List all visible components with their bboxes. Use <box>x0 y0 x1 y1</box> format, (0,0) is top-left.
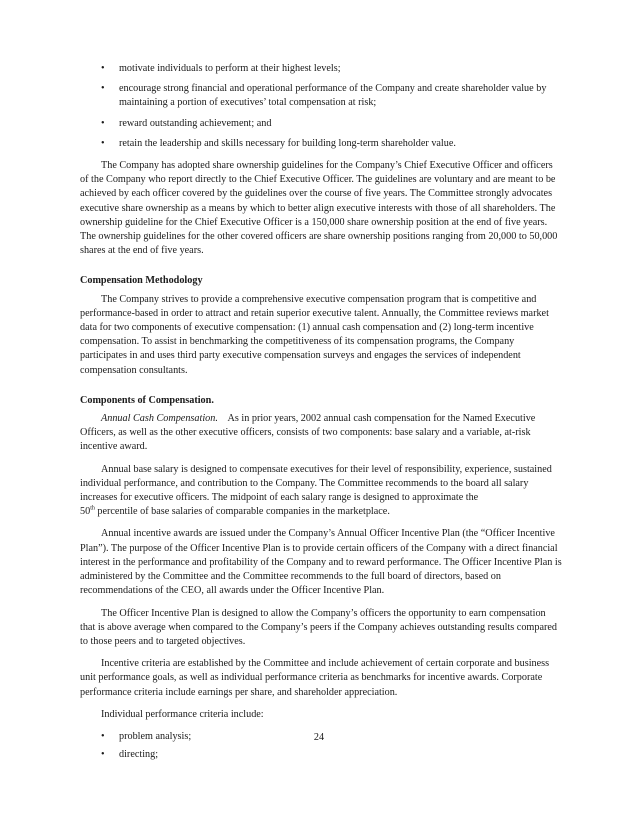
bullet-icon: • <box>101 83 105 95</box>
individual-intro: Individual performance criteria include: <box>101 708 264 720</box>
bullet-icon: • <box>101 117 105 129</box>
bullet-icon: • <box>101 730 105 742</box>
bullet-icon: • <box>101 749 105 761</box>
document-page <box>80 62 562 766</box>
plan-design-paragraph: The Officer Incentive Plan is designed to allow the Company’s officers the opportunity to earn compensation that is above average when compared to the Company’s peers if the Company achieves outstanding results compared to those peers and to targeted objectives. <box>80 607 557 647</box>
methodology-paragraph: The Company strives to provide a comprehensive executive compensation program that is competitive and performance-based in order to attract and retain superior executive talent. Annually, the Committee reviews market data for two components of executive compensation: (1) annual cash compensation and (2) long-term incentive compensation. To assist in benchmarking the competitiveness of its compensation programs, the Company participates in and uses third party executive compensation surveys and engages the services of independent compensation consultants. <box>80 293 549 376</box>
list-item: • reward outstanding achievement; and <box>80 117 562 131</box>
incentive-awards-paragraph: Annual incentive awards are issued under the Company’s Annual Officer Incentive Plan (the “Officer Incentive Plan”). The purpose of the Officer Incentive Plan is to provide certain officers of the Company with a direct financial interest in the performance and profitability of the Company and to reward performance. The Officer Incentive Plan is administered by the Committee and the Committee recommends to the full board of directors, based on recommendations of the CEO, all awards under the Officer Incentive Plan. <box>80 528 562 597</box>
list-item: • problem analysis; <box>80 730 562 744</box>
components-heading: Components of Compensation. <box>80 394 214 406</box>
list-item: • motivate individuals to perform at their highest levels; <box>80 62 562 76</box>
objectives-list <box>80 62 562 151</box>
list-item: • retain the leadership and skills necessary for building long-term shareholder value. <box>80 137 562 151</box>
list-item: • encourage strong financial and operational performance of the Company and create shareholder value by maintaining a portion of executives’ total compensation at risk; <box>101 83 547 109</box>
base-salary-paragraph: Annual base salary is designed to compensate executives for their level of responsibility, experience, sustained individual performance, and contribution to the Company. The Committee recommends to the board all salary increases for executive officers. The midpoint of each salary range is designed to approximate the 50th percentile of base salaries of comparable companies in the marketplace. <box>80 463 552 518</box>
list-item: • directing; <box>80 748 562 762</box>
bullet-icon: • <box>101 63 105 74</box>
bullet-icon: • <box>101 137 105 149</box>
annual-cash-label: Annual Cash Compensation. <box>101 413 218 425</box>
annual-cash-paragraph: Annual Cash Compensation. As in prior years, 2002 annual cash compensation for the Named Executive Officers, as well as the other executive officers, consists of two components: base salary and a variable, at-risk incentive award. <box>80 413 536 453</box>
criteria-paragraph: Incentive criteria are established by the Committee and include achievement of certain corporate and business unit performance goals, as well as individual performance criteria as benchmarks for incentive awards. Corporate performance criteria include earnings per share, and shareholder appreciation. <box>80 658 550 698</box>
ownership-paragraph: The Company has adopted share ownership guidelines for the Company’s Chief Executive Officer and officers of the Company who report directly to the Chief Executive Officer. The guidelines are voluntary and are meant to be achieved by each officer covered by the guidelines over the course of five years. The Committee strongly advocates executive share ownership as a means by which to better align executive interests with those of all shareholders. The ownership guideline for the Chief Executive Officer is a 150,000 share ownership position at the end of five years. The ownership guidelines for the other covered officers are share ownership positions ranging from 20,000 to 50,000 shares at the end of five years. <box>80 160 558 257</box>
methodology-heading: Compensation Methodology <box>80 275 203 287</box>
page-number: 24 <box>313 732 325 743</box>
